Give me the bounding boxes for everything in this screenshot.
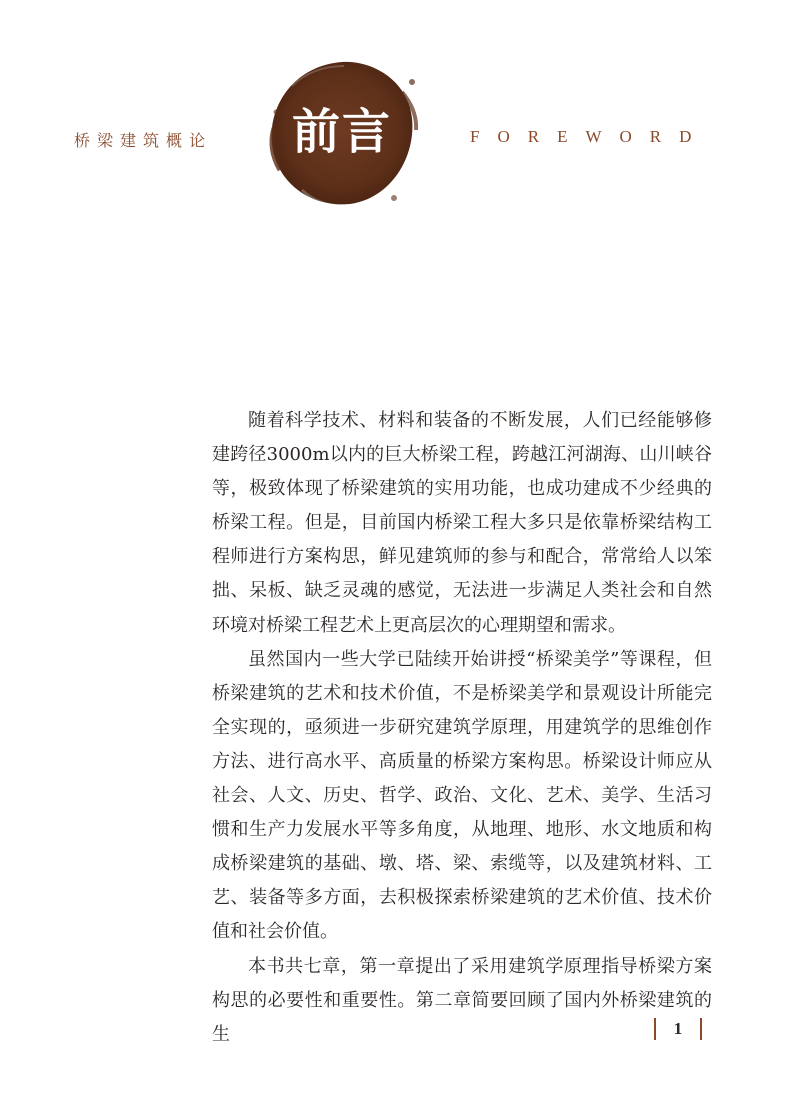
foreword-label: FOREWORD	[470, 127, 710, 146]
page-number-box	[654, 1016, 702, 1042]
page-number: 1	[673, 1019, 683, 1038]
foreword-heading: 前言	[291, 104, 392, 160]
foreword-seal	[262, 52, 422, 212]
page-number-right-rule	[700, 1018, 702, 1040]
paragraph: 本书共七章，第一章提出了采用建筑学原理指导桥梁方案构思的必要性和重要性。第二章简要回顾了国内外桥梁建筑的生	[212, 955, 712, 1045]
paragraph: 随着科学技术、材料和装备的不断发展，人们已经能够修建跨径3000m以内的巨大桥梁工程，跨越江河湖海、山川峡谷等，极致体现了桥梁建筑的实用功能，也成功建成不少经典的桥梁工程。但是，目前国内桥梁工程大多只是依靠桥梁结构工程师进行方案构思，鲜见建筑师的参与和配合，常常给人以笨拙、呆板、缺乏灵魂的感觉，无法进一步满足人类社会和自然环境对桥梁工程艺术上更高层次的心理期望和需求。	[212, 410, 712, 636]
foreword-body	[212, 404, 712, 1052]
book-title: 桥梁建筑概论	[74, 131, 213, 150]
paragraph: 虽然国内一些大学已陆续开始讲授“桥梁美学”等课程，但桥梁建筑的艺术和技术价值，不是桥梁美学和景观设计所能完全实现的，亟须进一步研究建筑学原理，用建筑学的思维创作方法、进行高水平、高质量的桥梁方案构思。桥梁设计师应从社会、人文、历史、哲学、政治、文化、艺术、美学、生活习惯和生产力发展水平等多角度，从地理、地形、水文地质和构成桥梁建筑的基础、墩、塔、梁、索缆等，以及建筑材料、工艺、装备等多方面，去积极探索桥梁建筑的艺术价值、技术价值和社会价值。	[212, 648, 712, 943]
